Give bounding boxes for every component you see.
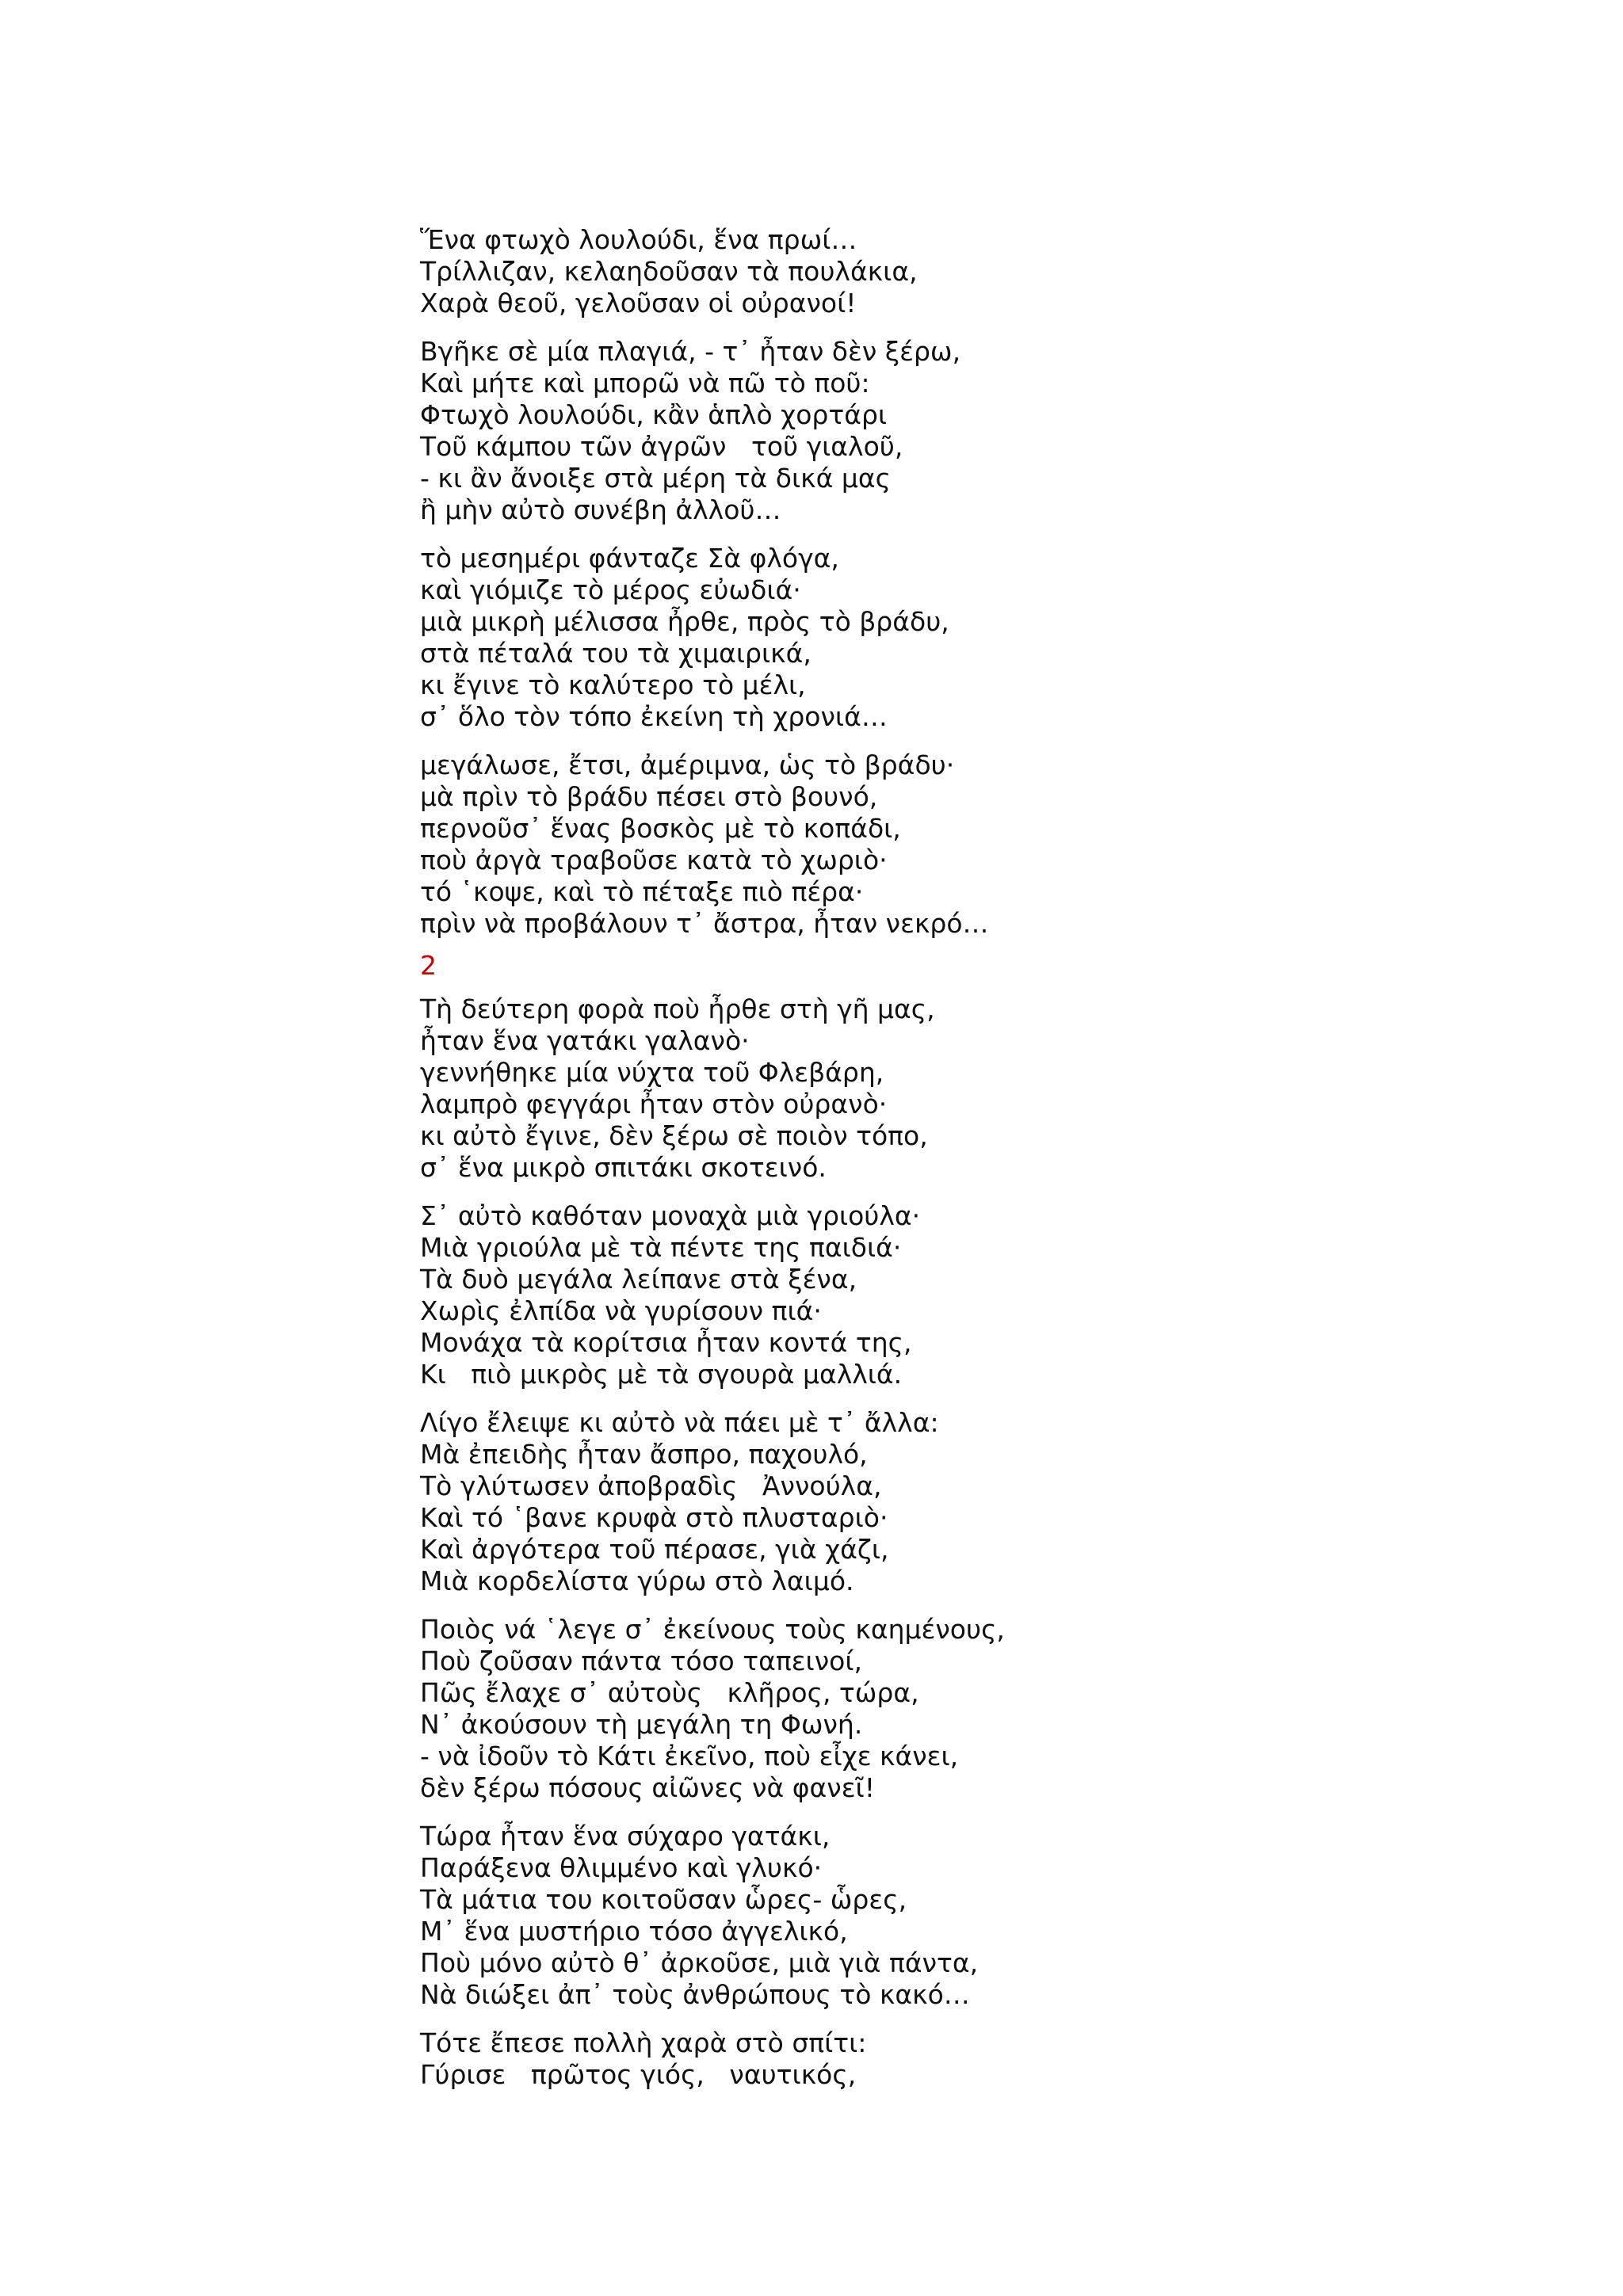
- poem-line: Μὰ ἐπειδὴς ἦταν ἄσπρο, παχουλό,: [420, 1439, 868, 1470]
- stanza: [420, 2027, 1529, 2091]
- poem-line: Μ᾽ ἕνα μυστήριο τόσο ἀγγελικό,: [420, 1916, 848, 1947]
- poem-line: Χαρὰ θεοῦ, γελοῦσαν οἱ οὐρανοί!: [420, 288, 857, 318]
- poem-line: Ποιὸς νά ῾λεγε σ᾽ ἐκείνους τοὺς καημένους,: [420, 1614, 1005, 1645]
- poem-line: σ᾽ ἕνα μικρὸ σπιτάκι σκοτεινό.: [420, 1152, 827, 1183]
- poem-line: Λίγο ἔλειψε κι αὐτὸ νὰ πάει μὲ τ᾽ ἄλλα:: [420, 1407, 939, 1438]
- poem-line: μιὰ μικρὴ μέλισσα ἦρθε, πρὸς τὸ βράδυ,: [420, 606, 949, 637]
- poem-line: - νὰ ἰδοῦν τὸ Κάτι ἐκεῖνο, ποὺ εἶχε κάνει,: [420, 1741, 959, 1772]
- stanza: [420, 749, 1529, 940]
- poem-line: Τοῦ κάμπου τῶν ἀγρῶν τοῦ γιαλοῦ,: [420, 431, 903, 462]
- poem-line: Τώρα ἦταν ἕνα σύχαρο γατάκι,: [420, 1821, 831, 1852]
- stanza: [420, 994, 1529, 1184]
- poem-line: ἢ μὴν αὐτὸ συνέβη ἀλλοῦ…: [420, 494, 781, 525]
- poem-page: [420, 224, 1529, 2107]
- poem-line: τὸ μεσημέρι φάνταζε Σὰ φλόγα,: [420, 543, 839, 574]
- poem-part-1: [420, 224, 1529, 940]
- stanza: [420, 1821, 1529, 2011]
- poem-line: Βγῆκε σὲ μία πλαγιά, - τ᾽ ἦταν δὲν ξέρω,: [420, 336, 961, 367]
- stanza: [420, 336, 1529, 526]
- poem-line: τό ῾κοψε, καὶ τὸ πέταξε πιὸ πέρα·: [420, 876, 864, 907]
- poem-line: Ἕνα φτωχὸ λουλούδι, ἕνα πρωί…: [420, 224, 857, 255]
- poem-line: Τὴ δεύτερη φορὰ ποὺ ἦρθε στὴ γῆ μας,: [420, 994, 935, 1024]
- poem-line: Μιὰ γριούλα μὲ τὰ πέντε της παιδιά·: [420, 1232, 902, 1263]
- poem-line: κι αὐτὸ ἔγινε, δὲν ξέρω σὲ ποιὸν τόπο,: [420, 1120, 928, 1151]
- poem-line: Φτωχὸ λουλούδι, κἂν ἁπλὸ χορτάρι: [420, 399, 888, 430]
- poem-line: Χωρὶς ἐλπίδα νὰ γυρίσουν πιά·: [420, 1295, 822, 1326]
- poem-line: Καὶ μήτε καὶ μπορῶ νὰ πῶ τὸ ποῦ:: [420, 368, 870, 399]
- poem-line: λαμπρὸ φεγγάρι ἦταν στὸν οὐρανὸ·: [420, 1089, 888, 1119]
- poem-line: κι ἔγινε τὸ καλύτερο τὸ μέλι,: [420, 669, 806, 700]
- poem-line: Τὰ δυὸ μεγάλα λείπανε στὰ ξένα,: [420, 1264, 857, 1295]
- poem-line: Τρίλλιζαν, κελαηδοῦσαν τὰ πουλάκια,: [420, 256, 918, 287]
- poem-line: Ν᾽ ἀκούσουν τὴ μεγάλη τη Φωνή.: [420, 1709, 863, 1740]
- poem-line: Τότε ἔπεσε πολλὴ χαρὰ στὸ σπίτι:: [420, 2027, 867, 2058]
- poem-line: Ποὺ ζοῦσαν πάντα τόσο ταπεινοί,: [420, 1646, 863, 1676]
- poem-line: μὰ πρὶν τὸ βράδυ πέσει στὸ βουνό,: [420, 781, 878, 812]
- poem-line: πρὶν νὰ προβάλουν τ᾽ ἄστρα, ἦταν νεκρό…: [420, 908, 989, 939]
- poem-line: καὶ γιόμιζε τὸ μέρος εὐωδιά·: [420, 574, 801, 605]
- poem-line: σ᾽ ὅλο τὸν τόπο ἐκείνη τὴ χρονιά…: [420, 701, 888, 732]
- stanza: [420, 1614, 1529, 1804]
- poem-line: Παράξενα θλιμμένο καὶ γλυκό·: [420, 1852, 823, 1883]
- poem-line: Νὰ διώξει ἀπ᾽ τοὺς ἀνθρώπους τὸ κακό…: [420, 1979, 970, 2010]
- poem-line: Τὸ γλύτωσεν ἀποβραδὶς Ἀννούλα,: [420, 1470, 882, 1501]
- section-number: 2: [420, 950, 437, 981]
- stanza: [420, 224, 1529, 319]
- poem-line: Καὶ ἀργότερα τοῦ πέρασε, γιὰ χάζι,: [420, 1534, 889, 1565]
- poem-line: Ποὺ μόνο αὐτὸ θ᾽ ἀρκοῦσε, μιὰ γιὰ πάντα,: [420, 1947, 979, 1978]
- poem-line: γεννήθηκε μία νύχτα τοῦ Φλεβάρη,: [420, 1057, 884, 1088]
- poem-line: Καὶ τό ῾βανε κρυφὰ στὸ πλυσταριὸ·: [420, 1502, 888, 1533]
- stanza: [420, 1200, 1529, 1390]
- poem-line: ποὺ ἀργὰ τραβοῦσε κατὰ τὸ χωριὸ·: [420, 845, 888, 875]
- poem-line: Γύρισε πρῶτος γιός, ναυτικός,: [420, 2059, 857, 2090]
- poem-line: ἦταν ἕνα γατάκι γαλανὸ·: [420, 1025, 750, 1056]
- stanza: [420, 1407, 1529, 1597]
- poem-line: περνοῦσ᾽ ἕνας βοσκὸς μὲ τὸ κοπάδι,: [420, 813, 901, 844]
- poem-line: Κι πιὸ μικρὸς μὲ τὰ σγουρὰ μαλλιά.: [420, 1359, 903, 1390]
- poem-line: δὲν ξέρω πόσους αἰῶνες νὰ φανεῖ!: [420, 1772, 875, 1803]
- stanza: [420, 543, 1529, 733]
- poem-line: στὰ πέταλά του τὰ χιμαιρικά,: [420, 638, 812, 669]
- poem-part-2: [420, 994, 1529, 2091]
- poem-line: Μονάχα τὰ κορίτσια ἦταν κοντά της,: [420, 1327, 912, 1358]
- poem-line: Τὰ μάτια του κοιτοῦσαν ὧρες- ὧρες,: [420, 1884, 907, 1915]
- poem-line: Πῶς ἔλαχε σ᾽ αὐτοὺς κλῆρος, τώρα,: [420, 1677, 919, 1708]
- poem-line: Σ᾽ αὐτὸ καθόταν μοναχὰ μιὰ γριούλα·: [420, 1200, 921, 1231]
- poem-line: Μιὰ κορδελίστα γύρω στὸ λαιμό.: [420, 1566, 854, 1596]
- poem-line: μεγάλωσε, ἔτσι, ἀμέριμνα, ὡς τὸ βράδυ·: [420, 749, 955, 780]
- poem-line: - κι ἂν ἄνοιξε στὰ μέρη τὰ δικά μας: [420, 463, 891, 494]
